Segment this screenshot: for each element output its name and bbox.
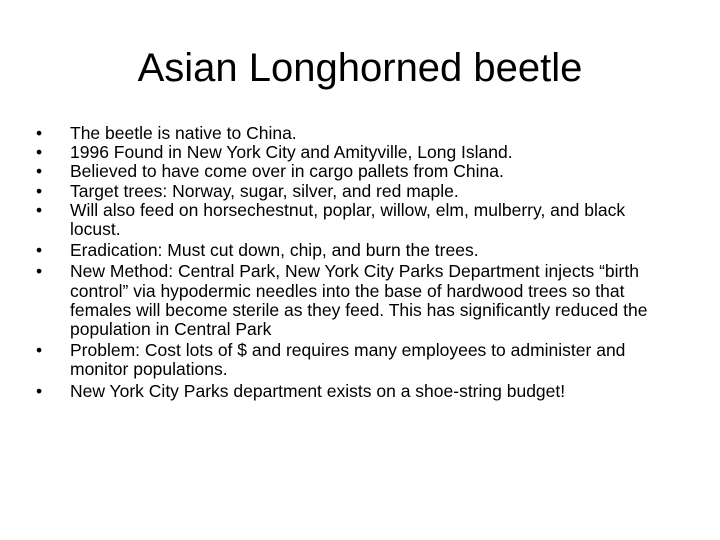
bullet-marker: •	[36, 161, 43, 182]
bullet-marker: •	[36, 261, 43, 282]
bullet-text: New York City Parks department exists on a shoe-string budget!	[70, 380, 566, 401]
bullet-text: The beetle is native to China.	[70, 123, 297, 143]
bullet-item	[36, 262, 676, 339]
bullet-marker: •	[36, 380, 43, 401]
bullet-marker: •	[36, 180, 43, 201]
bullet-text: Believed to have come over in cargo pallets from China.	[70, 161, 504, 182]
bullet-marker: •	[36, 240, 43, 261]
bullet-marker: •	[36, 142, 43, 163]
bullet-marker: •	[36, 199, 43, 220]
slide-title: Asian Longhorned beetle	[137, 46, 583, 90]
bullet-item	[36, 241, 676, 260]
bullet-item	[36, 124, 676, 143]
bullet-text: Will also feed on horsechestnut, poplar, willow, elm, mulberry, and black locust.	[70, 199, 626, 240]
bullet-list	[36, 124, 676, 401]
bullet-text: New Method: Central Park, New York City Parks Department injects “birth control” via hypodermic needles into the base of hardwood trees so that females will become sterile as they feed. This has significantly reduced the population in Central Park	[70, 261, 648, 340]
bullet-text: Eradication: Must cut down, chip, and burn the trees.	[70, 240, 479, 261]
bullet-item	[36, 341, 676, 379]
bullet-item	[36, 162, 676, 181]
bullet-item	[36, 201, 676, 239]
bullet-item	[36, 182, 676, 201]
bullet-marker: •	[36, 340, 43, 361]
bullet-text: Problem: Cost lots of $ and requires many employees to administer and monitor populations.	[70, 340, 626, 380]
bullet-item	[36, 382, 676, 401]
bullet-text: 1996 Found in New York City and Amityville, Long Island.	[70, 142, 513, 163]
bullet-item	[36, 143, 676, 162]
bullet-text: Target trees: Norway, sugar, silver, and red maple.	[70, 180, 459, 201]
bullet-marker: •	[36, 123, 43, 143]
